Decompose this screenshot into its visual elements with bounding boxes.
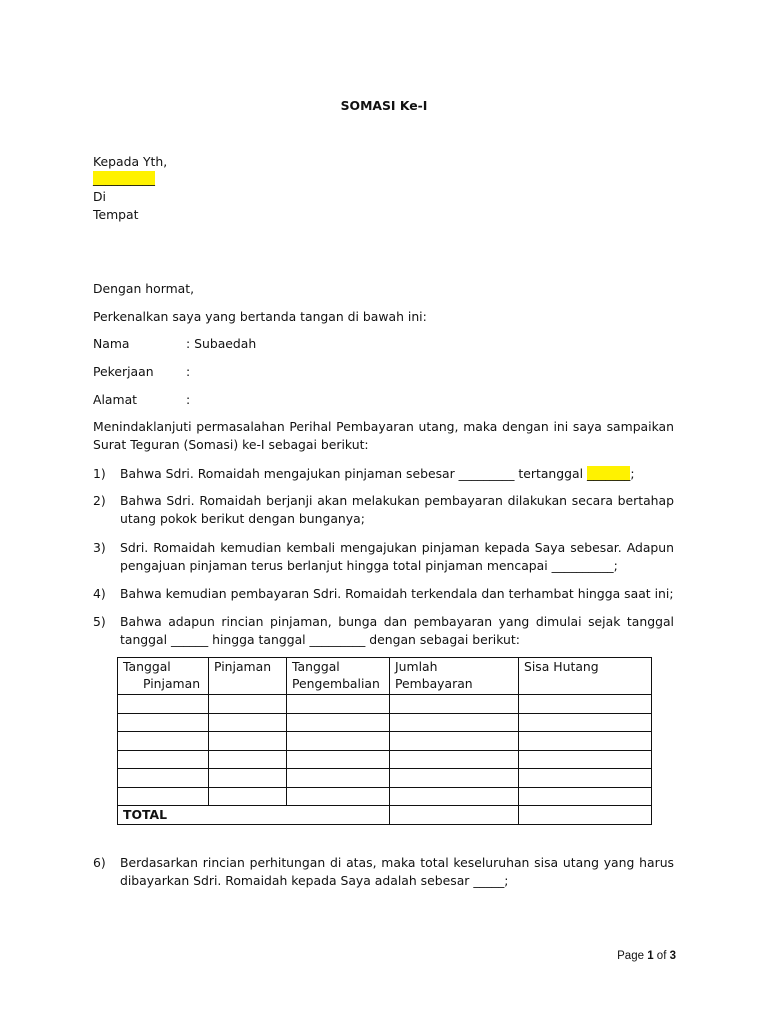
total-label: TOTAL bbox=[118, 806, 390, 825]
recipient-salutation: Kepada Yth, bbox=[93, 154, 168, 169]
point-3-number: 3) bbox=[93, 540, 106, 555]
point-1-date-blank: _______ bbox=[586, 466, 631, 481]
point-6-number: 6) bbox=[93, 855, 106, 870]
greeting: Dengan hormat, bbox=[93, 281, 195, 296]
table-row bbox=[118, 787, 652, 806]
intro-text: Perkenalkan saya yang bertanda tangan di bawah ini: bbox=[93, 309, 427, 324]
identity-value-nama: : Subaedah bbox=[186, 336, 257, 351]
footer-page-total: 3 bbox=[669, 950, 676, 962]
rincian-table bbox=[117, 657, 652, 825]
point-4-number: 4) bbox=[93, 586, 106, 601]
table-total-row bbox=[118, 806, 652, 825]
point-1-body: Bahwa Sdri. Romaidah mengajukan pinjaman sebesar _________ tertanggal bbox=[120, 466, 587, 481]
point-6-line-2: dibayarkan Sdri. Romaidah kepada Saya adalah sebesar _____; bbox=[120, 873, 509, 888]
header-tanggal-pengembalian: Tanggal Pengembalian bbox=[287, 658, 390, 695]
point-1-end: ; bbox=[630, 466, 635, 481]
recipient-di: Di bbox=[93, 189, 106, 204]
opening-line-1: Menindaklanjuti permasalahan Perihal Pembayaran utang, maka dengan ini saya sampaikan bbox=[93, 419, 674, 434]
point-3-line-2: pengajuan pinjaman terus berlanjut hingga total pinjaman mencapai __________; bbox=[120, 558, 618, 573]
footer-of-word: of bbox=[656, 950, 667, 962]
point-2-line-2: utang pokok berikut dengan bunganya; bbox=[120, 511, 365, 526]
header-sisa-hutang: Sisa Hutang bbox=[519, 658, 652, 695]
document-title: SOMASI Ke-I bbox=[340, 98, 428, 113]
page-footer bbox=[617, 950, 676, 962]
identity-value-alamat: : bbox=[186, 392, 191, 407]
footer-page-number: 1 bbox=[647, 950, 654, 962]
identity-value-pekerjaan: : bbox=[186, 364, 191, 379]
point-6-line-1: Berdasarkan rincian perhitungan di atas, maka total keseluruhan sisa utang yang harus bbox=[120, 855, 674, 870]
point-1-number: 1) bbox=[93, 466, 106, 481]
table-row bbox=[118, 695, 652, 714]
opening-line-2: Surat Teguran (Somasi) ke-I sebagai berikut: bbox=[93, 437, 369, 452]
identity-label-nama: Nama bbox=[93, 336, 130, 351]
table-row bbox=[118, 769, 652, 788]
recipient-name-blank: __________ bbox=[93, 171, 155, 186]
table-row bbox=[118, 750, 652, 769]
point-2-line-1: Bahwa Sdri. Romaidah berjanji akan melakukan pembayaran dilakukan secara bertahap bbox=[120, 493, 674, 508]
point-5-line-1: Bahwa adapun rincian pinjaman, bunga dan pembayaran yang dimulai sejak tanggal bbox=[120, 614, 674, 629]
point-5-number: 5) bbox=[93, 614, 106, 629]
identity-label-alamat: Alamat bbox=[93, 392, 138, 407]
identity-label-pekerjaan: Pekerjaan bbox=[93, 364, 154, 379]
footer-page-word: Page bbox=[617, 950, 644, 962]
point-4-text: Bahwa kemudian pembayaran Sdri. Romaidah terkendala dan terhambat hingga saat ini; bbox=[120, 586, 674, 601]
header-jumlah-pembayaran: Jumlah Pembayaran bbox=[390, 658, 519, 695]
table-header-row bbox=[118, 658, 652, 695]
point-2-number: 2) bbox=[93, 493, 106, 508]
header-tanggal-pinjaman: Tanggal Pinjaman bbox=[118, 658, 209, 695]
recipient-tempat: Tempat bbox=[93, 207, 139, 222]
point-3-line-1: Sdri. Romaidah kemudian kembali mengajukan pinjaman kepada Saya sebesar. Adapun bbox=[120, 540, 674, 555]
table-row bbox=[118, 713, 652, 732]
point-1-text bbox=[120, 465, 635, 483]
point-5-line-2: tanggal ______ hingga tanggal _________ dengan sebagai berikut: bbox=[120, 632, 520, 647]
table-row bbox=[118, 732, 652, 751]
header-pinjaman: Pinjaman bbox=[209, 658, 287, 695]
